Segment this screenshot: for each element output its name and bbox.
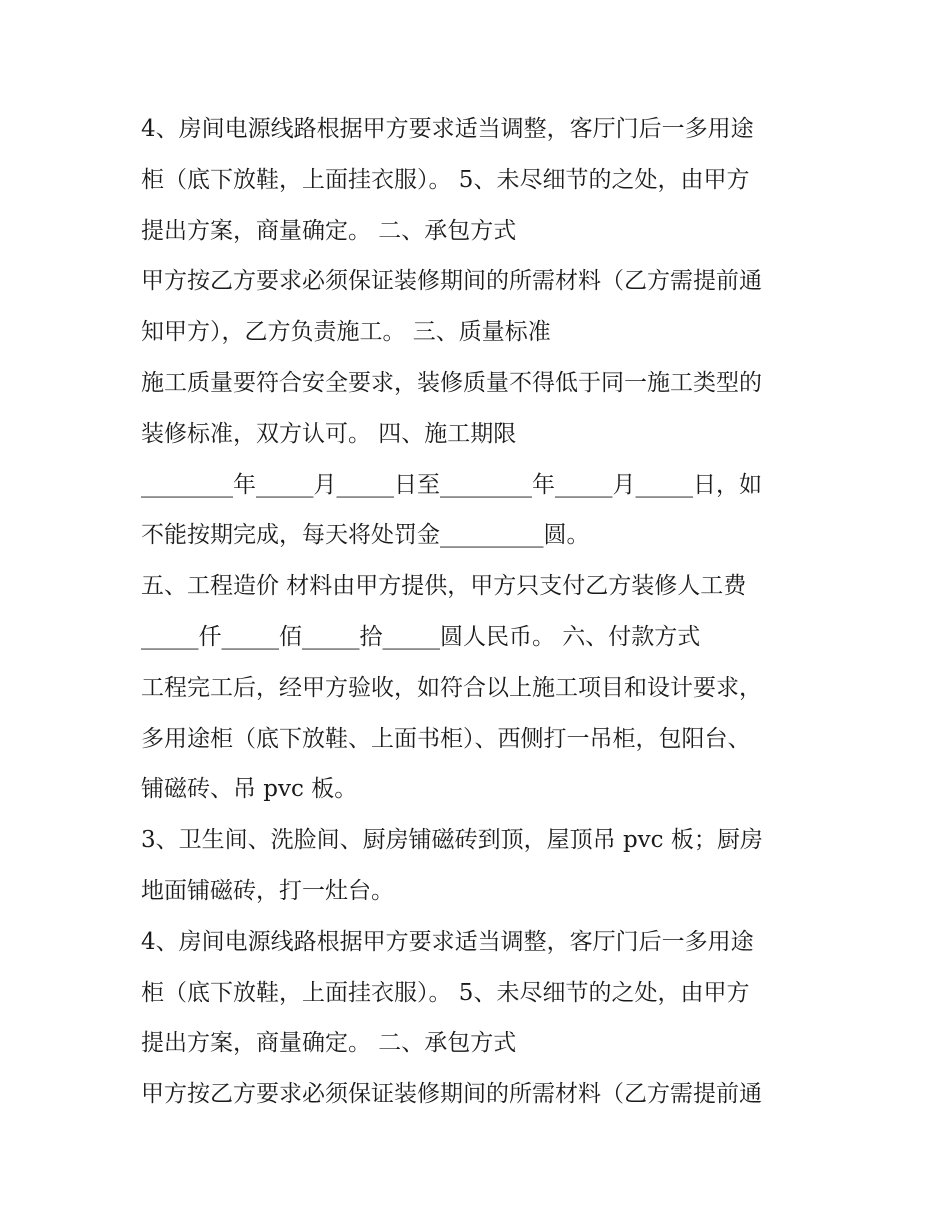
- text-line-13: 多用途柜（底下放鞋、上面书柜）、西侧打一吊柜，包阳台、: [141, 725, 751, 752]
- text-line-17: 4、房间电源线路根据甲方要求适当调整，客厅门后一多用途: [141, 928, 754, 955]
- text-line-10: 五、工程造价 材料由甲方提供，甲方只支付乙方装修人工费: [141, 573, 747, 600]
- text-line-2: 柜（底下放鞋，上面挂衣服）。 5、未尽细节的之处，由甲方: [141, 166, 750, 193]
- text-line-6: 施工质量要符合安全要求，装修质量不得低于同一施工类型的: [141, 369, 762, 396]
- text-line-4: 甲方按乙方要求必须保证装修期间的所需材料（乙方需提前通: [141, 268, 762, 295]
- text-line-9: 不能按期完成，每天将处罚金_________圆。: [141, 522, 590, 549]
- text-line-11: _____仟_____佰_____拾_____圆人民币。 六、付款方式: [141, 623, 701, 650]
- text-line-20: 甲方按乙方要求必须保证装修期间的所需材料（乙方需提前通: [141, 1081, 762, 1108]
- text-line-15: 3、卫生间、洗脸间、厨房铺磁砖到顶，屋顶吊 pvc 板；厨房: [141, 827, 763, 854]
- text-line-16: 地面铺磁砖，打一灶台。: [141, 877, 394, 904]
- text-line-1: 4、房间电源线路根据甲方要求适当调整，客厅门后一多用途: [141, 116, 754, 142]
- text-line-19: 提出方案，商量确定。 二、承包方式: [141, 1030, 517, 1057]
- text-line-8: ________年_____月_____日至________年_____月_____日，如: [141, 471, 762, 498]
- text-line-14: 铺磁砖、吊 pvc 板。: [141, 776, 358, 803]
- text-line-18: 柜（底下放鞋，上面挂衣服）。 5、未尽细节的之处，由甲方: [141, 979, 750, 1006]
- text-line-5: 知甲方），乙方负责施工。 三、质量标准: [141, 319, 551, 346]
- text-line-7: 装修标准，双方认可。 四、施工期限: [141, 420, 517, 447]
- document-body: [141, 104, 831, 1120]
- text-line-3: 提出方案，商量确定。 二、承包方式: [141, 217, 517, 244]
- text-line-12: 工程完工后，经甲方验收，如符合以上施工项目和设计要求，: [141, 674, 762, 701]
